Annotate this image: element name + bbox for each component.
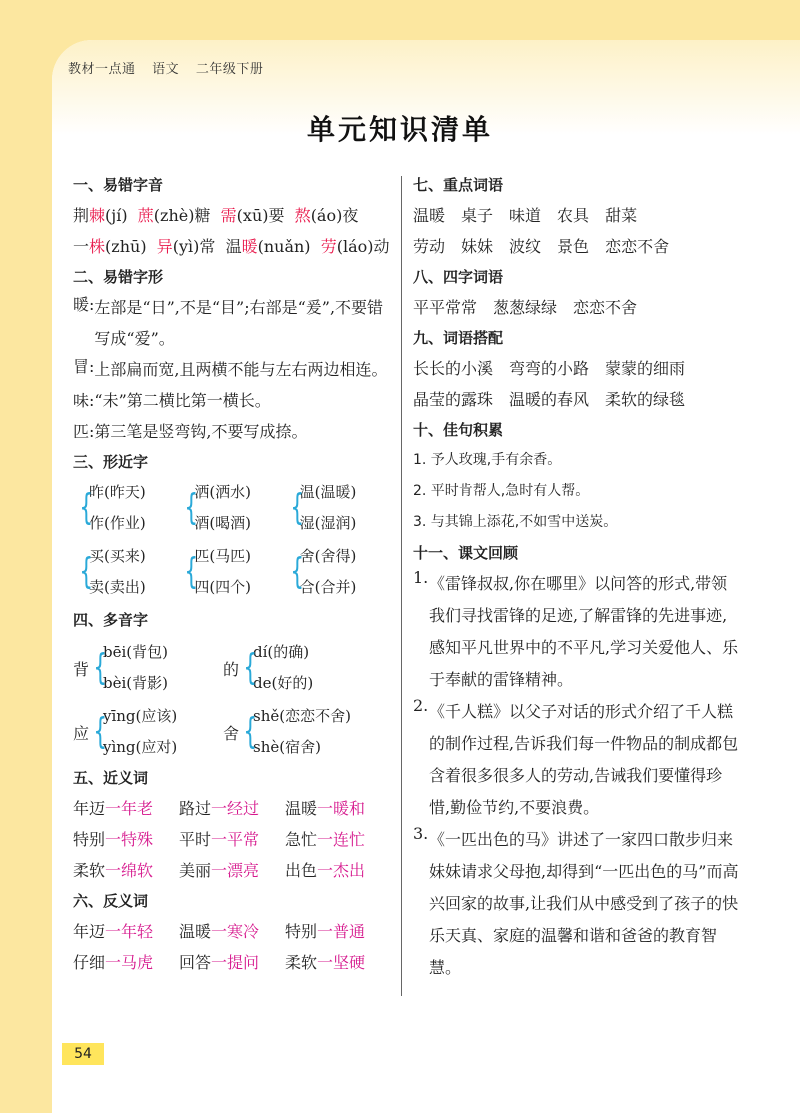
word-pair-row	[73, 824, 393, 855]
glyph-note	[73, 385, 393, 416]
word-pair	[73, 824, 179, 855]
brace-icon: {	[79, 487, 94, 528]
sentence-item: 1. 予人玫瑰,手有余香。	[413, 452, 562, 468]
brace-icon: {	[243, 647, 258, 688]
word-item: 弯弯的小路	[509, 359, 590, 378]
polyphone-reading: yīng(应该)	[103, 707, 178, 725]
brace-icon: {	[290, 551, 304, 592]
polyphone-reading: yìng(应对)	[103, 738, 178, 756]
highlight-char: 熬	[294, 206, 311, 225]
word-base: 路过	[179, 799, 212, 818]
pronunciation-row	[73, 200, 393, 231]
word-row	[413, 353, 743, 384]
word-answer: 一年轻	[105, 922, 154, 941]
polyphone-reading: bēi(背包)	[103, 643, 168, 661]
similar-char: 合(合并)	[299, 578, 357, 596]
polyphone-readings	[103, 637, 168, 699]
word-pair-row	[73, 793, 393, 824]
review-text: 《千人糕》以父子对话的形式介绍了千人糕的制作过程,告诉我们每一件物品的制成都包含着很多很多人的劳动,告诫我们要懂得珍惜,勤俭节约,不要浪费。	[429, 702, 739, 817]
section-heading: 六、反义词	[73, 892, 149, 910]
word-base: 特别	[73, 830, 106, 849]
word-pair	[179, 793, 285, 824]
section-heading: 五、近义词	[73, 769, 149, 787]
word-base: 出色	[285, 861, 318, 880]
glyph-text: 左部是“日”,不是“目”;右部是“爰”,不要错写成“爱”。	[94, 298, 384, 348]
polyphone-char: 背	[73, 659, 90, 679]
page-number: 54	[62, 1043, 104, 1065]
polyphone-reading: dí(的确)	[253, 643, 310, 661]
word-answer: 一绵软	[105, 861, 154, 880]
word-item: 甜菜	[605, 206, 638, 225]
word-item: 蒙蒙的细雨	[605, 359, 686, 378]
similar-char-group	[182, 477, 287, 539]
subject-name: 语文	[152, 62, 180, 77]
word-item: 恋恋不舍	[605, 237, 670, 256]
section-heading: 四、多音字	[73, 611, 149, 629]
glyph-note	[73, 354, 393, 385]
word-pair	[285, 824, 391, 855]
word-row	[413, 200, 743, 231]
pronunciation-row	[73, 231, 393, 262]
pronunciation-text: (xū)要	[236, 206, 295, 225]
word-pair	[73, 855, 179, 886]
similar-char: 舍(舍得)	[299, 547, 357, 565]
word-item: 柔软的绿毯	[605, 390, 686, 409]
brace-icon: {	[184, 551, 199, 592]
word-base: 仔细	[73, 953, 106, 972]
review-text: 《雷锋叔叔,你在哪里》以问答的形式,带领我们寻找雷锋的足迹,了解雷锋的先进事迹,感知平凡世界中的不平凡,学习关爱他人、乐于奉献的雷锋精神。	[429, 574, 739, 689]
word-pair	[179, 947, 285, 978]
running-header	[68, 58, 275, 77]
glyph-text: 上部扁而宽,且两横不能与左右两边相连。	[94, 360, 388, 379]
word-item: 温暖	[413, 206, 446, 225]
brace-icon: {	[243, 711, 258, 752]
word-base: 温暖	[179, 922, 212, 941]
similar-char-group	[288, 477, 393, 539]
polyphone-char: 应	[73, 723, 90, 743]
polyphone-group	[73, 701, 223, 763]
word-answer: 一经过	[211, 799, 260, 818]
word-pair	[285, 855, 391, 886]
brace-icon: {	[184, 487, 199, 528]
word-pair	[285, 947, 391, 978]
review-number: 1.	[413, 568, 429, 587]
glyph-note	[73, 416, 393, 447]
word-item: 长长的小溪	[413, 359, 494, 378]
pronunciation-text: (yì)常 温	[172, 237, 242, 256]
column-divider	[401, 176, 402, 996]
word-answer: 一马虎	[105, 953, 154, 972]
review-item	[413, 824, 743, 984]
grade-name: 二年级下册	[195, 62, 264, 77]
word-pair	[179, 855, 285, 886]
polyphone-group	[73, 637, 223, 699]
word-row	[413, 384, 743, 415]
word-item: 劳动	[413, 237, 446, 256]
glyph-text: 味:“未”第二横比第一横长。	[73, 391, 271, 410]
polyphone-reading: bèi(背影)	[103, 674, 168, 692]
word-pair	[285, 916, 391, 947]
similar-char-stack	[89, 541, 146, 603]
word-base: 回答	[179, 953, 212, 972]
pronunciation-text: (zhè)糖	[153, 206, 221, 225]
similar-char: 匹(马匹)	[194, 547, 252, 565]
glyph-text: 匹:第三笔是竖弯钩,不要写成捺。	[73, 422, 308, 441]
polyphone-readings	[253, 701, 351, 763]
section-heading: 八、四字词语	[413, 268, 504, 286]
word-pair	[73, 947, 179, 978]
word-answer: 一特殊	[105, 830, 154, 849]
word-pair	[179, 824, 285, 855]
word-pair-row	[73, 855, 393, 886]
brace-icon: {	[93, 711, 108, 752]
similar-char-stack	[300, 477, 357, 539]
word-base: 柔软	[285, 953, 318, 972]
word-base: 年迈	[73, 922, 106, 941]
polyphone-group	[223, 701, 373, 763]
pronunciation-text: 荆	[73, 206, 90, 225]
word-row	[413, 231, 743, 262]
book-name: 教材一点通	[68, 62, 136, 77]
word-item: 葱葱绿绿	[493, 298, 558, 317]
section-heading: 十、佳句积累	[413, 421, 504, 439]
polyphone-row	[73, 701, 393, 763]
similar-char-stack	[89, 477, 146, 539]
pronunciation-text: (láo)动	[336, 237, 390, 256]
pronunciation-text: (nuǎn)	[257, 237, 321, 256]
word-answer: 一寒冷	[211, 922, 260, 941]
highlight-char: 株	[89, 237, 106, 256]
word-base: 温暖	[285, 799, 318, 818]
similar-char-row	[77, 541, 393, 603]
similar-char: 昨(昨天)	[89, 483, 146, 501]
highlight-char: 蔗	[137, 206, 154, 225]
brace-icon: {	[93, 647, 108, 688]
similar-char: 洒(洒水)	[194, 483, 252, 501]
word-base: 美丽	[179, 861, 212, 880]
similar-char-stack	[194, 541, 251, 603]
section-heading: 七、重点词语	[413, 176, 504, 194]
polyphone-char: 舍	[223, 723, 240, 743]
polyphone-readings	[103, 701, 177, 763]
word-pair	[73, 793, 179, 824]
section-heading: 十一、课文回顾	[413, 544, 519, 562]
review-number: 3.	[413, 824, 429, 843]
word-item: 农具	[557, 206, 590, 225]
similar-char-group	[288, 541, 393, 603]
right-column	[413, 170, 743, 984]
similar-char: 温(温暖)	[299, 483, 357, 501]
word-item: 温暖的春风	[509, 390, 590, 409]
similar-char: 湿(湿润)	[299, 514, 357, 532]
word-base: 平时	[179, 830, 212, 849]
polyphone-char: 的	[223, 659, 240, 679]
similar-char: 酒(喝酒)	[194, 514, 252, 532]
highlight-char: 暖	[241, 237, 258, 256]
word-row	[413, 292, 743, 323]
word-base: 年迈	[73, 799, 106, 818]
similar-char-group	[182, 541, 287, 603]
glyph-label: 冒:	[73, 357, 95, 376]
section-heading: 一、易错字音	[73, 176, 164, 194]
brace-icon: {	[290, 487, 304, 528]
word-answer: 一连忙	[317, 830, 366, 849]
pronunciation-text: 一	[73, 237, 90, 256]
highlight-char: 劳	[320, 237, 337, 256]
word-answer: 一平常	[211, 830, 260, 849]
pronunciation-text: (zhū)	[105, 237, 157, 256]
similar-char: 四(四个)	[194, 578, 252, 596]
word-item: 恋恋不舍	[573, 298, 638, 317]
similar-char-row	[77, 477, 393, 539]
left-column	[73, 170, 393, 978]
review-text: 《一匹出色的马》讲述了一家四口散步归来妹妹请求父母抱,却得到“一匹出色的马”而高兴回家的故事,让我们从中感受到了孩子的快乐天真、家庭的温馨和谐和爸爸的教育智慧。	[429, 830, 739, 977]
word-answer: 一漂亮	[211, 861, 260, 880]
highlight-char: 异	[156, 237, 173, 256]
highlight-char: 需	[220, 206, 237, 225]
similar-char: 作(作业)	[89, 514, 146, 532]
word-item: 平平常常	[413, 298, 478, 317]
polyphone-row	[73, 637, 393, 699]
word-pair	[73, 916, 179, 947]
page-title: 单元知识清单	[306, 113, 493, 146]
pronunciation-text: (áo)夜	[310, 206, 359, 225]
word-item: 晶莹的露珠	[413, 390, 494, 409]
similar-char-stack	[194, 477, 251, 539]
word-base: 特别	[285, 922, 318, 941]
word-pair	[285, 793, 391, 824]
word-item: 波纹	[509, 237, 542, 256]
word-item: 桌子	[461, 206, 494, 225]
word-base: 柔软	[73, 861, 106, 880]
similar-char-group	[77, 541, 182, 603]
word-answer: 一普通	[317, 922, 366, 941]
word-pair-row	[73, 916, 393, 947]
glyph-label: 暖:	[73, 295, 95, 314]
word-answer: 一杰出	[317, 861, 366, 880]
polyphone-reading: shě(恋恋不舍)	[253, 707, 351, 725]
section-heading: 三、形近字	[73, 453, 149, 471]
brace-icon: {	[79, 551, 94, 592]
word-answer: 一暖和	[317, 799, 366, 818]
sentence-item: 3. 与其锦上添花,不如雪中送炭。	[413, 514, 618, 530]
section-heading: 二、易错字形	[73, 268, 164, 286]
polyphone-reading: de(好的)	[253, 674, 314, 692]
similar-char-stack	[300, 541, 357, 603]
polyphone-reading: shè(宿舍)	[253, 738, 321, 756]
review-item	[413, 696, 743, 824]
review-number: 2.	[413, 696, 429, 715]
polyphone-readings	[253, 637, 313, 699]
word-pair-row	[73, 947, 393, 978]
section-heading: 九、词语搭配	[413, 329, 504, 347]
highlight-char: 棘	[89, 206, 106, 225]
word-answer: 一年老	[105, 799, 154, 818]
similar-char: 买(买来)	[89, 547, 146, 565]
word-answer: 一坚硬	[317, 953, 366, 972]
word-item: 景色	[557, 237, 590, 256]
word-item: 妹妹	[461, 237, 494, 256]
sentence-item: 2. 平时肯帮人,急时有人帮。	[413, 483, 590, 499]
pronunciation-text: (jí)	[105, 206, 138, 225]
similar-char-group	[77, 477, 182, 539]
similar-char: 卖(卖出)	[89, 578, 146, 596]
polyphone-group	[223, 637, 373, 699]
word-pair	[179, 916, 285, 947]
glyph-note	[73, 292, 393, 354]
word-item: 味道	[509, 206, 542, 225]
word-answer: 一提问	[211, 953, 260, 972]
review-item	[413, 568, 743, 696]
word-base: 急忙	[285, 830, 318, 849]
